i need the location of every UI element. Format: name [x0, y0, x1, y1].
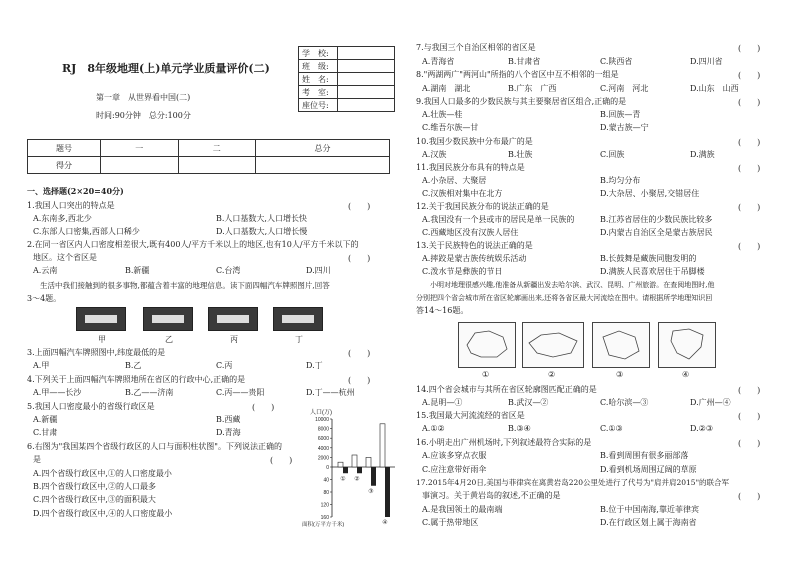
score-row-label: 得分 [28, 157, 101, 174]
q5-option-b: B.西藏 [216, 415, 241, 424]
q11-option-b: B.均匀分布 [600, 176, 641, 185]
q2-option-a: A.云南 [33, 266, 58, 275]
q17-stem-2: 事演习。关于黄岩岛的叙述,不正确的是 [422, 491, 561, 500]
q4-option-b: B.乙——济南 [125, 388, 174, 397]
q11-stem: 11.我国民族分布具有的特点是 [416, 163, 525, 172]
q13-option-a: A.摔跤是蒙古族传统娱乐活动 [422, 254, 527, 263]
q8-option-c: C.河南 河北 [600, 84, 649, 93]
chart-category-label: ① [340, 476, 346, 483]
chart-xlabel: 面积(万平方千米) [302, 522, 345, 528]
q5-option-a: A.新疆 [33, 415, 58, 424]
map-label-3: ③ [616, 370, 624, 379]
score-table [27, 139, 390, 174]
province-map-1 [458, 322, 516, 368]
chart-bar-area [357, 467, 362, 473]
q6-option-a: A.四个省级行政区中,①的人口密度最小 [33, 469, 172, 478]
q15-stem: 15.我国最大河流流经的省区是 [416, 411, 525, 420]
q6-option-b: B.四个省级行政区中,②的人口最多 [33, 482, 156, 491]
q16-option-a: A.应该多穿点衣服 [422, 451, 487, 460]
chart-tick-label: 40 [323, 477, 329, 484]
q10-option-b: B.壮族 [508, 150, 533, 159]
q6-blank: ( ) [270, 456, 293, 465]
chart-bar-area [385, 467, 390, 517]
q12-stem: 12.关于我国民族分布的说法正确的是 [416, 202, 549, 211]
q6-stem-2: 是 [33, 455, 41, 464]
map-label-2: ② [548, 370, 556, 379]
q17-option-b: B.位于中国南海,靠近菲律宾 [600, 505, 699, 514]
province-map-4 [658, 322, 716, 368]
q4-option-c: C.丙——贵阳 [216, 388, 265, 397]
q4-blank: ( ) [348, 376, 371, 385]
q14-stem: 14.四个省会城市与其所在省区轮廓图匹配正确的是 [416, 385, 597, 394]
q3-stem: 3.上面四幅汽车牌照图中,纬度最低的是 [27, 348, 166, 357]
population-area-chart [300, 405, 400, 530]
q7-option-c: C.陕西省 [600, 57, 633, 66]
q6-option-d: D.四个省级行政区中,④的人口密度最小 [33, 509, 173, 518]
chart-bar-population [380, 424, 385, 467]
chart-tick-label: 80 [323, 490, 329, 496]
q6-option-c: C.四个省级行政区中,③的面积最大 [33, 495, 156, 504]
chart-category-label: ④ [382, 520, 388, 526]
q15-option-b: B.③④ [508, 424, 531, 433]
chart-title: 人口(万) [310, 410, 332, 416]
q9-stem: 9.我国人口最多的少数民族与其主要聚居省区组合,正确的是 [416, 97, 627, 106]
q2-option-b: B.新疆 [125, 266, 150, 275]
plate-jia-image [76, 307, 126, 331]
q3-option-c: C.丙 [216, 361, 233, 370]
chart-category-label: ② [354, 476, 360, 483]
q3-option-d: D.丁 [306, 361, 323, 370]
plate-bing-image [208, 307, 258, 331]
info-room: 考 室: [299, 86, 338, 99]
info-room-input [338, 86, 395, 99]
info-school: 学 校: [299, 47, 338, 60]
q10-stem: 10.我国少数民族中分布最广的是 [416, 137, 533, 146]
q9-option-b: B.回族—青 [600, 110, 641, 119]
chart-tick-label: 10000 [315, 417, 329, 423]
info-class: 班 级: [299, 60, 338, 73]
chart-tick-label: 6000 [317, 436, 329, 443]
info-name: 姓 名: [299, 73, 338, 86]
q17-stem-1: 17.2015年4月20日,美国与菲律宾在离黄岩岛220公里处进行了代号为"肩并肩2015"的联合军 [416, 478, 730, 487]
score-cell [178, 157, 256, 174]
q7-option-d: D.四川省 [690, 57, 723, 66]
chart-bar-area [371, 467, 376, 486]
q1-option-b: B.人口基数大,人口增长快 [216, 214, 307, 223]
q1-option-a: A.东南多,西北少 [33, 214, 92, 223]
q10-option-c: C.回族 [600, 150, 625, 159]
q16-blank: ( ) [738, 439, 761, 448]
info-seat-input [338, 99, 395, 112]
q17-option-a: A.是我国领土的最南端 [422, 505, 503, 514]
q9-option-c: C.维吾尔族—甘 [422, 123, 479, 132]
q7-stem: 7.与我国三个自治区相邻的省区是 [416, 43, 536, 52]
province-map-2 [522, 322, 584, 368]
q7-option-a: A.青海省 [422, 57, 455, 66]
q8-option-d: D.山东 山西 [690, 84, 739, 93]
q10-option-d: D.满族 [690, 150, 715, 159]
q3-option-b: B.乙 [125, 361, 142, 370]
q11-option-d: D.大杂居、小聚居,交错居住 [600, 189, 700, 198]
q13-stem: 13.关于民族特色的说法正确的是 [416, 241, 533, 250]
q15-option-d: D.②③ [690, 424, 714, 433]
q12-option-a: A.我国没有一个县或市的居民是单一民族的 [422, 215, 575, 224]
q17-blank: ( ) [738, 492, 761, 501]
chart-bar-area [343, 467, 348, 473]
q8-blank: ( ) [738, 71, 761, 80]
intro-14-16-line1: 小明对地理很感兴趣,他准备从新疆出发去哈尔滨、武汉、昆明、广州旅游。在查阅地图时,他 [430, 281, 715, 289]
q5-option-c: C.甘肃 [33, 428, 58, 437]
score-col-1: 一 [101, 140, 179, 157]
map-label-4: ④ [682, 370, 690, 379]
chart-tick-label: 2000 [317, 455, 329, 462]
q16-option-d: D.看到机场周围辽阔的草原 [600, 465, 697, 474]
q14-option-c: C.哈尔滨—③ [600, 398, 649, 407]
exam-title: RJ 8年级地理(上)单元学业质量评价(二) [62, 62, 270, 75]
chart-category-label: ③ [368, 488, 374, 495]
q9-option-a: A.壮族—桂 [422, 110, 463, 119]
q2-stem-2: 地区。这个省区是 [33, 253, 97, 262]
q1-stem: 1.我国人口突出的特点是 [27, 201, 115, 210]
plate-label-jia: 甲 [98, 335, 106, 344]
q17-option-d: D.在行政区划上属于海南省 [600, 518, 697, 527]
chart-tick-label: 120 [320, 502, 329, 509]
q2-stem-1: 2.在同一省区内人口密度相差很大,既有400人/平方千米以上的地区,也有10人/平方千米以下的 [27, 240, 359, 249]
q7-option-b: B.甘肃省 [508, 57, 541, 66]
info-seat: 座位号: [299, 99, 338, 112]
q1-option-c: C.东部人口密集,西部人口稀少 [33, 227, 140, 236]
map-label-1: ① [482, 370, 490, 379]
q5-stem: 5.我国人口密度最小的省级行政区是 [27, 402, 155, 411]
q12-blank: ( ) [738, 203, 761, 212]
q15-option-c: C.①③ [600, 424, 623, 433]
q12-option-d: D.内蒙古自治区全是蒙古族居民 [600, 228, 713, 237]
q4-option-a: A.甲——长沙 [33, 388, 82, 397]
plate-label-bing: 丙 [230, 335, 238, 344]
q8-option-a: A.湖南 湖北 [422, 84, 471, 93]
q4-stem: 4.下列关于上面四幅汽车牌照地所在省区的行政中心,正确的是 [27, 375, 246, 384]
chart-tick-label: 4000 [317, 445, 329, 452]
q14-blank: ( ) [738, 386, 761, 395]
q15-option-a: A.①② [422, 424, 445, 433]
q5-blank: ( ) [252, 403, 275, 412]
q15-blank: ( ) [738, 412, 761, 421]
chart-tick-label: 0 [326, 465, 329, 471]
info-class-input [338, 60, 395, 73]
q13-option-c: C.泼水节是彝族的节日 [422, 267, 503, 276]
plate-yi-image [143, 307, 193, 331]
q4-option-d: D.丁——杭州 [306, 388, 355, 397]
q13-option-d: D.满族人民喜欢居住于吊脚楼 [600, 267, 705, 276]
q16-option-c: C.应注意带好雨伞 [422, 465, 487, 474]
score-col-2: 二 [178, 140, 256, 157]
q5-option-d: D.青海 [216, 428, 241, 437]
intro-14-16-line2: 分别把四个省会城市所在省区轮廓画出来,还将各省区最大河流绘在图中。请根据所学地理知识回 [416, 294, 713, 302]
q16-option-b: B.看到周围有很多丽部落 [600, 451, 689, 460]
q2-option-d: D.四川 [306, 266, 331, 275]
q10-blank: ( ) [738, 138, 761, 147]
chapter-title: 第一章 从世界看中国(二) [96, 93, 191, 102]
q11-option-c: C.汉族相对集中在北方 [422, 189, 503, 198]
intro-14-16-line3: 答14～16题。 [416, 306, 469, 315]
q14-option-b: B.武汉—② [508, 398, 549, 407]
score-cell [256, 157, 390, 174]
q10-option-a: A.汉族 [422, 150, 447, 159]
q12-option-b: B.江苏省居住的少数民族比较多 [600, 215, 713, 224]
info-name-input [338, 73, 395, 86]
chart-tick-label: 160 [320, 515, 329, 521]
q13-option-b: B.长鼓舞是藏族同胞发明的 [600, 254, 697, 263]
chart-bar-population [352, 455, 357, 467]
score-col-label: 题号 [28, 140, 101, 157]
chart-bar-population [338, 462, 343, 467]
q16-stem: 16.小明走出广州机场时,下列叙述最符合实际的是 [416, 438, 592, 447]
q9-option-d: D.蒙古族—宁 [600, 123, 649, 132]
section-title: 一、选择题(2×20=40分) [27, 186, 124, 196]
q3-blank: ( ) [348, 349, 371, 358]
q9-blank: ( ) [738, 98, 761, 107]
q17-option-c: C.属于热带地区 [422, 518, 479, 527]
q1-blank: ( ) [348, 202, 371, 211]
intro-3-4-line1: 生活中我们接触到的很多事物,都蕴含着丰富的地理信息。读下面四幅汽车牌照图片,回答 [40, 281, 330, 290]
q6-stem-1: 6.右图为"我国某四个省级行政区的人口与面积柱状图"。下列说法正确的 [27, 442, 282, 451]
q2-blank: ( ) [348, 254, 371, 263]
q2-option-c: C.台湾 [216, 266, 241, 275]
q11-blank: ( ) [738, 164, 761, 173]
province-map-3 [592, 322, 650, 368]
q13-blank: ( ) [738, 242, 761, 251]
student-info-table [298, 46, 395, 112]
plate-label-ding: 丁 [295, 335, 303, 344]
q8-stem: 8."两湖两广"两河山"所指的八个省区中互不相邻的一组是 [416, 70, 619, 79]
time-score: 时间:90分钟 总分:100分 [96, 111, 191, 120]
q12-option-c: C.西藏地区没有汉族人居住 [422, 228, 519, 237]
score-col-total: 总分 [256, 140, 390, 157]
q8-option-b: B.广东 广西 [508, 84, 557, 93]
q14-option-a: A.昆明—① [422, 398, 463, 407]
info-school-input [338, 47, 395, 60]
plate-ding-image [273, 307, 323, 331]
q1-option-d: D.人口基数大,人口增长慢 [216, 227, 308, 236]
plate-label-yi: 乙 [165, 335, 173, 344]
chart-tick-label: 8000 [317, 426, 329, 433]
q3-option-a: A.甲 [33, 361, 50, 370]
q7-blank: ( ) [738, 44, 761, 53]
q11-option-a: A.小杂居、大聚居 [422, 176, 487, 185]
chart-bar-population [366, 457, 371, 467]
q14-option-d: D.广州—④ [690, 398, 731, 407]
intro-3-4-line2: 3～4题。 [27, 294, 62, 303]
score-cell [101, 157, 179, 174]
